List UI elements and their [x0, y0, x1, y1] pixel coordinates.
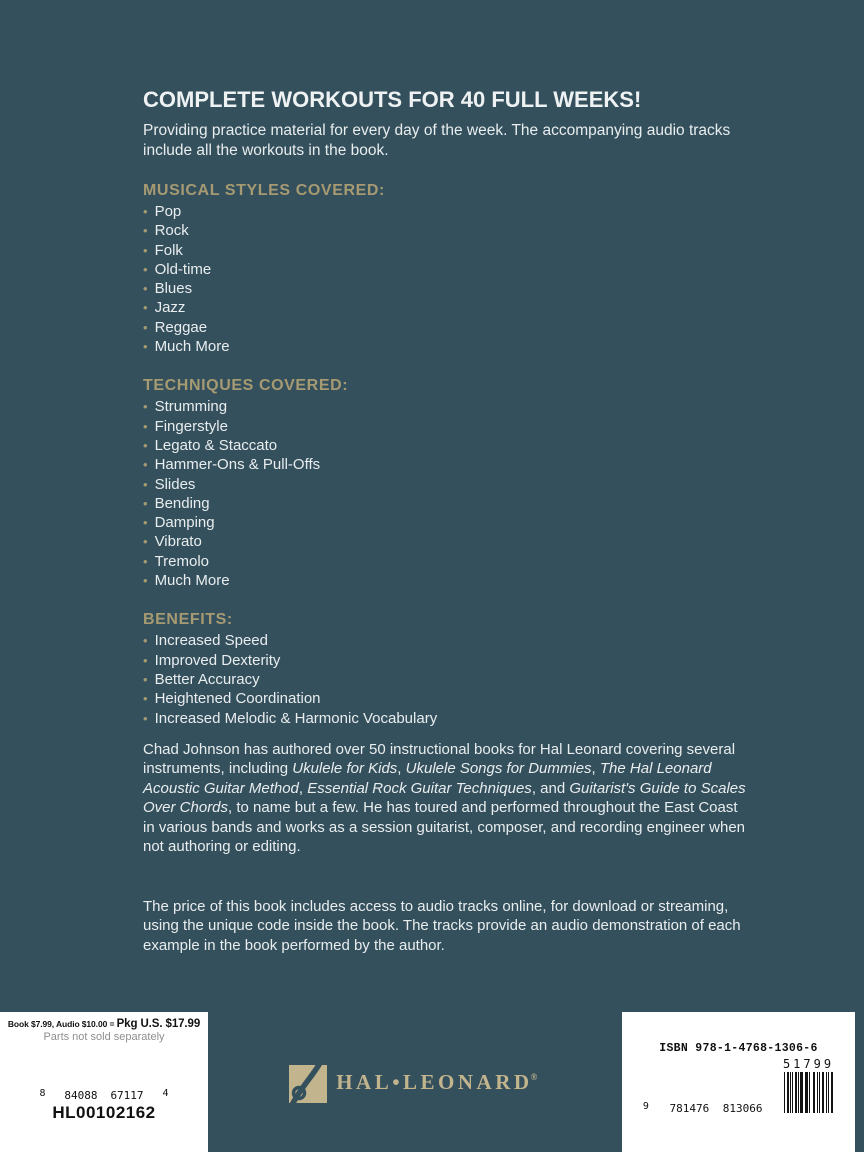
list-item-label: Reggae	[154, 318, 208, 336]
list-item	[143, 318, 751, 337]
list-item	[143, 417, 751, 436]
list-item	[143, 513, 751, 532]
list-item-label: Hammer-Ons & Pull-Offs	[154, 456, 321, 474]
upc-barcode	[0, 1048, 208, 1100]
bullet-icon: •	[143, 671, 148, 687]
list-item-label: Damping	[154, 514, 215, 532]
logo-wordmark: HAL•LEONARD	[336, 1069, 533, 1094]
section-benefits	[143, 610, 751, 727]
barcode-bars	[784, 1072, 833, 1113]
list-item	[143, 670, 751, 689]
list-item	[143, 337, 751, 356]
list-item	[143, 709, 751, 728]
list-item-label: Much More	[154, 338, 230, 356]
list-item	[143, 260, 751, 279]
list-item-label: Increased Speed	[154, 632, 268, 650]
list-item	[143, 494, 751, 513]
bullet-icon: •	[143, 281, 148, 297]
ean-digit-groups	[659, 1102, 773, 1115]
upc-right-digit: 4	[162, 1088, 169, 1099]
bullet-icon: •	[143, 223, 148, 239]
bullet-icon: •	[143, 261, 148, 277]
list-item	[143, 552, 751, 571]
upc-digit-groups	[55, 1089, 154, 1102]
list-item-label: Rock	[154, 222, 189, 240]
list-item	[143, 651, 751, 670]
hal-leonard-logo-icon	[289, 1065, 327, 1103]
list-item-label: Strumming	[154, 398, 228, 416]
ean-barcode	[622, 1058, 855, 1113]
list-item-label: Improved Dexterity	[154, 651, 281, 669]
section-techniques	[143, 376, 751, 590]
isbn-label: ISBN 978-1-4768-1306-6	[659, 1042, 818, 1055]
ean-bars	[653, 1059, 779, 1113]
list-item	[143, 436, 751, 455]
intro-text: Providing practice material for every day of the week. The accompanying audio tracks include all the workouts in the book.	[143, 122, 731, 159]
techniques-heading: TECHNIQUES COVERED:	[143, 377, 349, 395]
list-item	[143, 221, 751, 240]
audio-access-note: The price of this book includes access to audio tracks online, for download or streaming, using the unique code inside the book. The tracks provide an audio demonstration of each example in the book performed by the author.	[143, 897, 741, 954]
list-item-label: Much More	[154, 572, 230, 590]
list-item	[143, 631, 751, 650]
list-item-label: Fingerstyle	[154, 417, 228, 435]
bullet-icon: •	[143, 495, 148, 511]
bullet-icon: •	[143, 652, 148, 668]
upc-group1: 84088	[61, 1089, 100, 1102]
list-item	[143, 689, 751, 708]
cover-headline: COMPLETE WORKOUTS FOR 40 FULL WEEKS!	[143, 87, 642, 112]
cover-content	[143, 88, 751, 955]
price-prefix: Book $7.99, Audio $10.00 =	[7, 1019, 117, 1029]
list-item-label: Bending	[154, 494, 210, 512]
bullet-icon: •	[143, 710, 148, 726]
bullet-icon: •	[143, 691, 148, 707]
list-item-label: Folk	[154, 241, 183, 259]
parts-note: Parts not sold separately	[43, 1031, 165, 1043]
isbn-barcode-box	[622, 1012, 855, 1152]
hl-catalog-number: HL00102162	[52, 1103, 156, 1122]
bullet-icon: •	[143, 515, 148, 531]
bullet-icon: •	[143, 633, 148, 649]
list-item	[143, 202, 751, 221]
list-item-label: Slides	[154, 475, 196, 493]
bullet-icon: •	[143, 553, 148, 569]
list-item	[143, 455, 751, 474]
bullet-icon: •	[143, 242, 148, 258]
list-item-label: Better Accuracy	[154, 670, 260, 688]
bullet-icon: •	[143, 457, 148, 473]
list-item	[143, 241, 751, 260]
upc-left-digit: 8	[39, 1088, 46, 1099]
benefits-list	[143, 631, 751, 727]
list-item-label: Heightened Coordination	[154, 690, 321, 708]
bullet-icon: •	[143, 418, 148, 434]
list-item	[143, 475, 751, 494]
bullet-icon: •	[143, 204, 148, 219]
addon-number: 51799	[782, 1057, 835, 1071]
package-price: Pkg U.S. $17.99	[116, 1018, 201, 1030]
list-item	[143, 279, 751, 298]
bullet-icon: •	[143, 573, 148, 589]
ean-left-digit: 9	[642, 1101, 649, 1112]
list-item-label: Increased Melodic & Harmonic Vocabulary	[154, 709, 438, 727]
cover-footer	[0, 1012, 864, 1152]
list-item-label: Jazz	[154, 299, 186, 317]
bullet-icon: •	[143, 437, 148, 453]
musical-styles-list	[143, 202, 751, 356]
bullet-icon: •	[143, 339, 148, 355]
list-item-label: Vibrato	[154, 533, 202, 551]
list-item	[143, 397, 751, 416]
list-item-label: Pop	[154, 203, 182, 220]
musical-styles-heading: MUSICAL STYLES COVERED:	[143, 182, 385, 199]
hal-leonard-logo	[208, 1012, 622, 1152]
section-musical-styles	[143, 181, 751, 356]
bullet-icon: •	[143, 300, 148, 316]
list-item	[143, 532, 751, 551]
bullet-icon: •	[143, 534, 148, 550]
ean-group2: 813066	[720, 1102, 766, 1115]
hal-leonard-logo-text	[336, 1070, 541, 1095]
price-line	[0, 1018, 208, 1030]
list-item-label: Old-time	[154, 260, 212, 278]
list-item-label: Blues	[154, 280, 193, 298]
list-item-label: Legato & Staccato	[154, 436, 278, 454]
list-item-label: Tremolo	[154, 552, 210, 570]
benefits-heading: BENEFITS:	[143, 611, 233, 629]
price-barcode-box	[0, 1012, 208, 1152]
bullet-icon: •	[143, 476, 148, 492]
ean-addon	[783, 1058, 834, 1113]
author-bio: Chad Johnson has authored over 50 instructional books for Hal Leonard covering several instruments, including Ukulele for Kids, Ukulele Songs for Dummies, The Hal Leonard Acoustic Guitar Method, Essential Rock Guitar Techniques, and Guitarist's Guide to Scales Over Chords, to name but a few. He has toured and performed throughout the East Coast in various bands and works as a session guitarist, composer, and recording engineer when not authoring or editing.	[143, 740, 746, 856]
ean-group1: 781476	[666, 1102, 712, 1115]
upc-bars	[49, 1050, 160, 1100]
list-item	[143, 298, 751, 317]
bullet-icon: •	[143, 319, 148, 335]
techniques-list	[143, 397, 751, 590]
list-item	[143, 571, 751, 590]
registered-trademark: ®	[530, 1071, 541, 1082]
upc-group2: 67117	[107, 1089, 146, 1102]
bullet-icon: •	[143, 399, 148, 415]
